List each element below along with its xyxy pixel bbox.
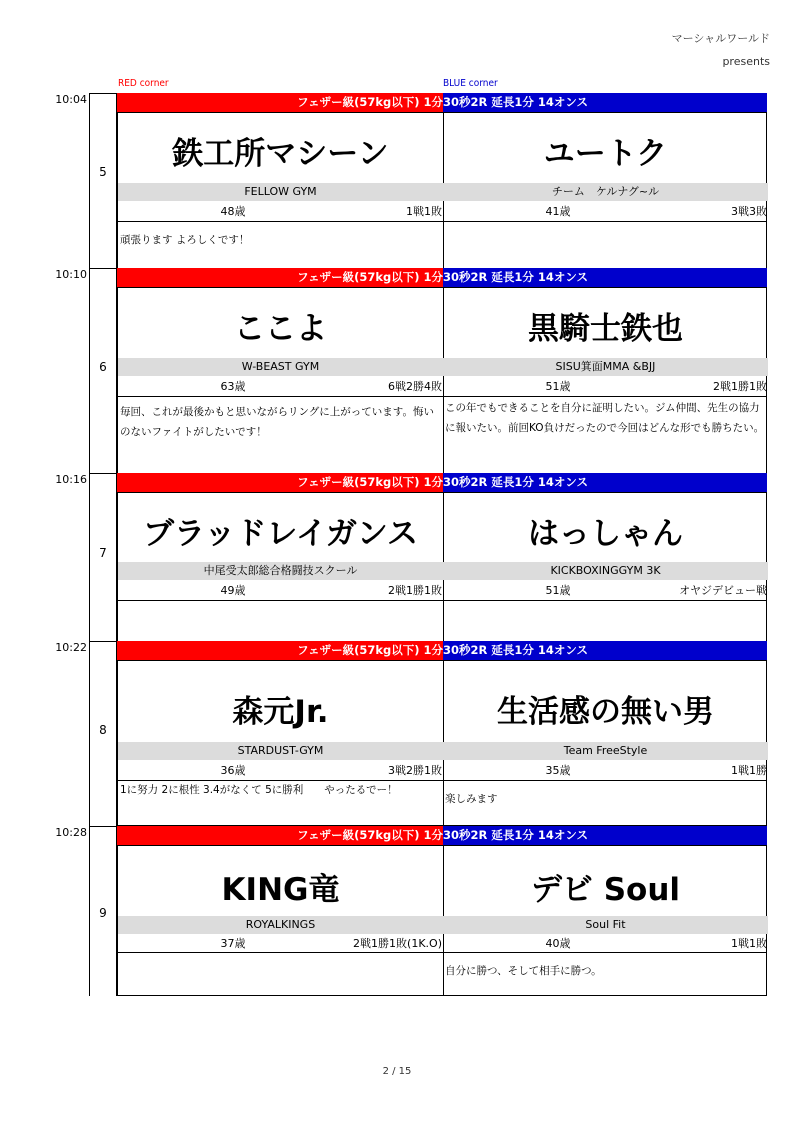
red-fighter-name: KING竜	[221, 872, 340, 908]
blue-gym: Soul Fit	[443, 916, 768, 934]
red-age: 36歳	[220, 764, 246, 777]
blue-message: 自分に勝つ、そして相手に勝つ。	[445, 965, 602, 977]
red-stats	[118, 378, 443, 395]
red-fighter-name: 森元Jr.	[232, 694, 329, 730]
organizer-name: マーシャルワールド	[671, 32, 770, 45]
page-number: 2 / 15	[382, 1066, 412, 1077]
blue-record: 1戦1勝	[731, 764, 767, 777]
bout-number-column	[89, 93, 117, 274]
blue-fighter-name: はっしゃん	[528, 516, 683, 552]
bout-number-column	[89, 826, 117, 996]
division-left: フェザー級(57kg以下) 1分	[297, 828, 443, 842]
red-gym: STARDUST-GYM	[118, 742, 443, 760]
bout-number: 5	[99, 165, 107, 179]
red-record: 3戦2勝1敗	[388, 764, 442, 777]
blue-age: 51歳	[545, 584, 571, 597]
blue-age: 51歳	[545, 380, 571, 393]
division-right: 30秒2R 延長1分 14オンス	[443, 475, 589, 489]
red-gym: FELLOW GYM	[118, 183, 443, 201]
division-right: 30秒2R 延長1分 14オンス	[443, 643, 589, 657]
bout-number-column	[89, 268, 117, 474]
division-right: 30秒2R 延長1分 14オンス	[443, 95, 589, 109]
red-age: 48歳	[220, 205, 246, 218]
red-record: 2戦1勝1敗	[388, 584, 442, 597]
blue-message: この年でもできることを自分に証明したい。ジム仲間、先生の協力に報いたい。前回KO負けだったので今回はどんな形でも勝ちたい。	[445, 402, 765, 434]
bout-time: 10:22	[55, 641, 87, 654]
bout-time: 10:04	[55, 93, 87, 106]
blue-fighter-name: 黒騎士鉄也	[528, 311, 683, 347]
division-bar	[117, 93, 767, 112]
red-record: 6戦2勝4敗	[388, 380, 442, 393]
division-left: フェザー級(57kg以下) 1分	[297, 475, 443, 489]
bout-time: 10:28	[55, 826, 87, 839]
blue-stats	[443, 582, 768, 599]
red-stats	[118, 203, 443, 220]
red-fighter-name: ブラッドレイガンス	[143, 516, 418, 552]
red-age: 63歳	[220, 380, 246, 393]
red-stats	[118, 582, 443, 599]
fight-box	[117, 845, 767, 996]
red-fighter-name: 鉄工所マシーン	[172, 136, 389, 172]
blue-stats	[443, 378, 768, 395]
blue-gym: KICKBOXINGGYM 3K	[443, 562, 768, 580]
division-bar	[117, 268, 767, 287]
red-corner-label: RED corner	[118, 78, 169, 89]
fight-box	[117, 492, 767, 645]
red-gym: ROYALKINGS	[118, 916, 443, 934]
division-left: フェザー級(57kg以下) 1分	[297, 95, 443, 109]
division-bar	[117, 826, 767, 845]
bout-card	[0, 641, 794, 826]
blue-record: 2戦1勝1敗	[713, 380, 767, 393]
red-age: 49歳	[220, 584, 246, 597]
blue-age: 35歳	[545, 764, 571, 777]
blue-stats	[443, 762, 768, 779]
red-message: 毎回、これが最後かもと思いながらリングに上がっています。悔いのないファイトがしたいです！	[120, 406, 434, 438]
blue-fighter-name: デビ Soul	[530, 872, 681, 908]
bout-number: 6	[99, 360, 107, 374]
red-age: 37歳	[220, 937, 246, 950]
division-bar	[117, 641, 767, 660]
red-message: 頑張ります よろしくです！	[120, 234, 250, 246]
blue-record: 1戦1敗	[731, 937, 767, 950]
division-bar	[117, 473, 767, 492]
red-gym: W-BEAST GYM	[118, 358, 443, 376]
red-record: 1戦1敗	[406, 205, 442, 218]
red-stats	[118, 935, 443, 952]
blue-gym: SISU箕面MMA &BJJ	[443, 358, 768, 376]
fight-box	[117, 287, 767, 474]
red-message: 1に努力 2に根性 3.4がなくて 5に勝利 やったるでー！	[120, 784, 398, 796]
fight-box	[117, 660, 767, 826]
blue-message: 楽しみます	[445, 793, 498, 805]
bout-number: 8	[99, 723, 107, 737]
division-right: 30秒2R 延長1分 14オンス	[443, 828, 589, 842]
red-gym: 中尾受太郎総合格闘技スクール	[118, 562, 443, 580]
division-right: 30秒2R 延長1分 14オンス	[443, 270, 589, 284]
bout-card	[0, 93, 794, 274]
blue-fighter-name: 生活感の無い男	[497, 694, 714, 730]
bout-number: 7	[99, 546, 107, 560]
presents-label: presents	[722, 55, 770, 68]
blue-gym: チーム ケルナグ~ル	[443, 183, 768, 201]
blue-stats	[443, 203, 768, 220]
blue-fighter-name: ユートク	[543, 136, 668, 172]
blue-age: 41歳	[545, 205, 571, 218]
division-left: フェザー級(57kg以下) 1分	[297, 270, 443, 284]
red-record: 2戦1勝1敗(1K.O)	[353, 937, 442, 950]
division-left: フェザー級(57kg以下) 1分	[297, 643, 443, 657]
red-fighter-name: ここよ	[234, 311, 327, 347]
bout-number: 9	[99, 906, 107, 920]
red-stats	[118, 762, 443, 779]
bout-card	[0, 826, 794, 996]
bout-number-column	[89, 641, 117, 826]
blue-record: オヤジデビュー戦	[679, 584, 767, 597]
blue-age: 40歳	[545, 937, 571, 950]
blue-record: 3戦3敗	[731, 205, 767, 218]
bout-card	[0, 473, 794, 645]
bout-number-column	[89, 473, 117, 645]
bout-card	[0, 268, 794, 474]
bout-time: 10:10	[55, 268, 87, 281]
fight-box	[117, 112, 767, 274]
blue-corner-label: BLUE corner	[443, 78, 498, 89]
bout-time: 10:16	[55, 473, 87, 486]
blue-stats	[443, 935, 768, 952]
blue-gym: Team FreeStyle	[443, 742, 768, 760]
